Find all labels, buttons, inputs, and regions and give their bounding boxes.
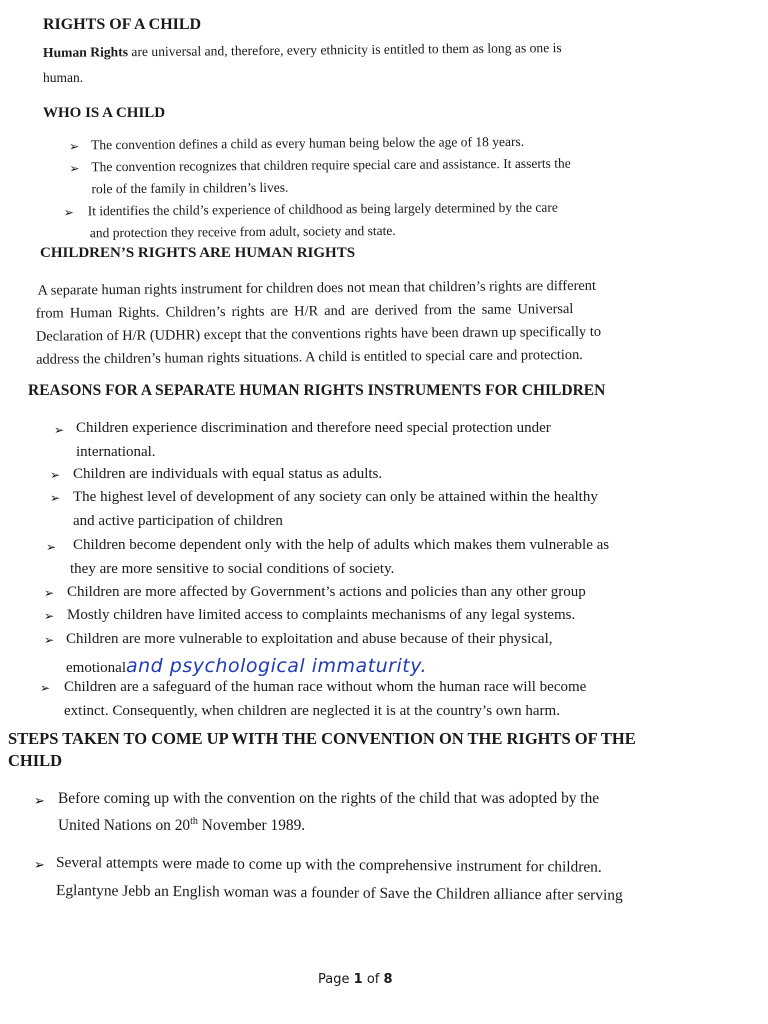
handwritten-annotation: and psychological immaturity.	[126, 655, 428, 677]
bullet-arrow-icon: ➢	[44, 633, 55, 647]
reason-6: Mostly children have limited access to complaints mechanisms of any legal systems.	[67, 607, 576, 623]
bullet-arrow-icon: ➢	[40, 681, 51, 695]
hr-line-3: Declaration of H/R (UDHR) except that the conventions rights have been drawn up specifically to	[35, 323, 602, 345]
bullet-arrow-icon: ➢	[34, 857, 45, 872]
section-heading-reasons: REASONS FOR A SEPARATE HUMAN RIGHTS INSTRUMENTS FOR CHILDREN	[28, 382, 606, 399]
who-bullet-3-line-1: It identifies the child’s experience of childhood as being largely determined by the care	[87, 199, 558, 219]
reason-5: Children are more affected by Government’s actions and policies than any other group	[67, 584, 586, 600]
reason-1-line-1: Children experience discrimination and therefore need special protection under	[76, 420, 551, 436]
reason-3-line-2: and active participation of children	[73, 513, 283, 529]
section-heading-who: WHO IS A CHILD	[43, 105, 166, 121]
section-heading-human-rights: CHILDREN’S RIGHTS ARE HUMAN RIGHTS	[40, 245, 356, 261]
intro-line-1-text: are universal and, therefore, every ethnicity is entitled to them as long as one is	[127, 40, 562, 60]
ordinal-suffix: th	[190, 816, 198, 827]
reason-8-line-1: Children are a safeguard of the human race without whom the human race will become	[64, 679, 587, 695]
hr-line-1: A separate human rights instrument for children does not mean that children’s rights are different	[37, 277, 597, 299]
steps-bullet-1-line-2	[58, 816, 305, 835]
bullet-arrow-icon: ➢	[34, 793, 45, 808]
steps-bullet-1-line-2-post: November 1989.	[197, 817, 306, 835]
page-footer	[318, 972, 393, 987]
reason-4-line-1: Children become dependent only with the help of adults which makes them vulnerable as	[73, 537, 610, 553]
steps-bullet-2-line-2: Eglantyne Jebb an English woman was a founder of Save the Children alliance after serving	[55, 882, 623, 904]
steps-bullet-1-line-1: Before coming up with the convention on the rights of the child that was adopted by the	[58, 790, 600, 807]
bullet-arrow-icon: ➢	[46, 540, 57, 554]
bullet-arrow-icon: ➢	[44, 609, 55, 623]
who-bullet-2-line-2: role of the family in children’s lives.	[91, 179, 289, 197]
bullet-arrow-icon: ➢	[63, 205, 74, 220]
hr-line-4: address the children’s human rights situations. A child is entitled to special care and protection.	[36, 346, 583, 368]
reason-7-line-2	[66, 655, 427, 677]
intro-line-1	[43, 40, 562, 61]
reason-7-line-2-text: emotional	[66, 660, 126, 676]
who-bullet-1: The convention defines a child as every human being below the age of 18 years.	[91, 133, 525, 153]
who-bullet-2-line-1: The convention recognizes that children require special care and assistance. It asserts the	[91, 155, 571, 175]
document-title: RIGHTS OF A CHILD	[43, 16, 202, 33]
section-heading-steps-line-2: CHILD	[8, 751, 63, 770]
intro-line-2: human.	[43, 70, 84, 85]
footer-page-total: 8	[383, 972, 393, 987]
bullet-arrow-icon: ➢	[69, 139, 80, 154]
reason-4-line-2: they are more sensitive to social conditions of society.	[70, 561, 395, 577]
bullet-arrow-icon: ➢	[50, 468, 61, 482]
hr-line-2: from Human Rights. Children’s rights are H/R and are derived from the same Universal	[35, 301, 574, 322]
footer-of-word: of	[366, 972, 380, 987]
footer-page-word: Page	[318, 972, 350, 987]
reason-8-line-2: extinct. Consequently, when children are neglected it is at the country’s own harm.	[64, 703, 560, 719]
bullet-arrow-icon: ➢	[54, 423, 65, 437]
reason-1-line-2: international.	[76, 444, 156, 460]
reason-7-line-1: Children are more vulnerable to exploitation and abuse because of their physical,	[66, 631, 553, 647]
reason-3-line-1: The highest level of development of any society can only be attained within the healthy	[73, 489, 598, 505]
bullet-arrow-icon: ➢	[44, 586, 55, 600]
who-bullet-3-line-2: and protection they receive from adult, society and state.	[89, 222, 396, 241]
steps-bullet-2-line-1: Several attempts were made to come up with the comprehensive instrument for children.	[55, 854, 602, 876]
reason-2: Children are individuals with equal status as adults.	[73, 466, 383, 482]
bullet-arrow-icon: ➢	[69, 161, 80, 176]
intro-bold-term: Human Rights	[42, 44, 129, 60]
steps-bullet-1-line-2-pre: United Nations on 20	[58, 817, 191, 835]
footer-page-number: 1	[353, 972, 363, 987]
bullet-arrow-icon: ➢	[50, 491, 61, 505]
section-heading-steps-line-1: STEPS TAKEN TO COME UP WITH THE CONVENTION ON THE RIGHTS OF THE	[8, 729, 636, 748]
